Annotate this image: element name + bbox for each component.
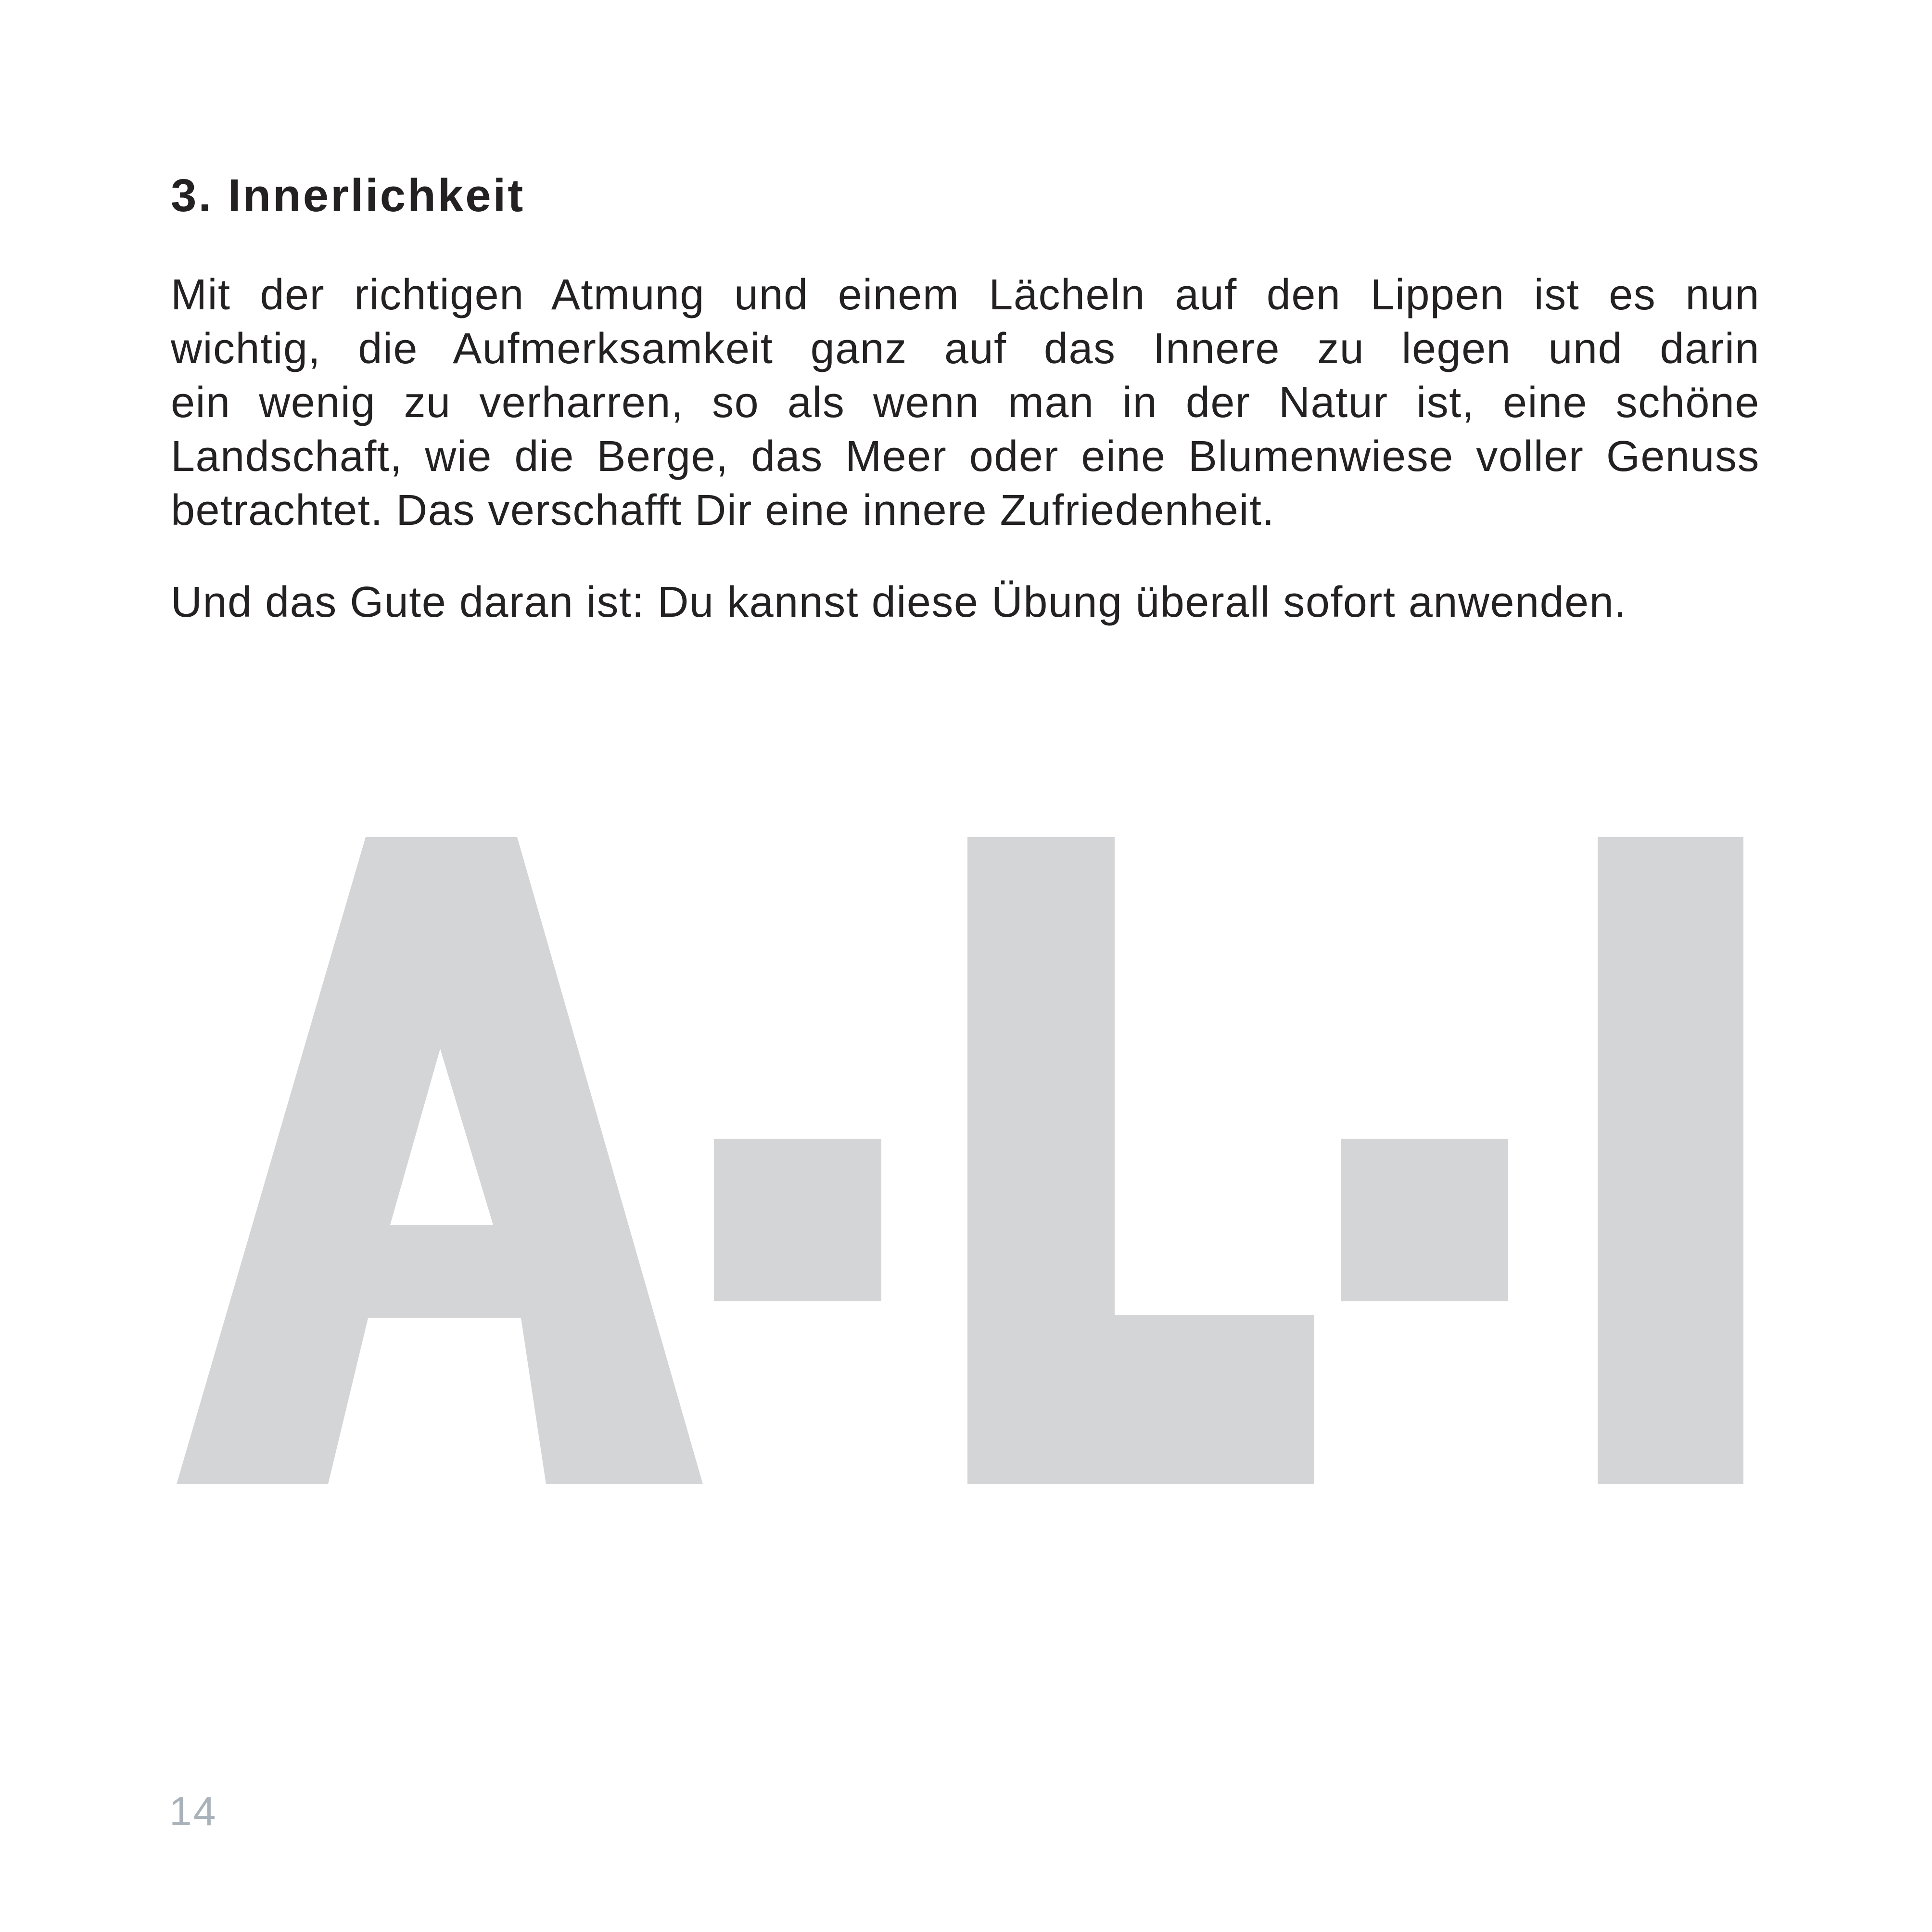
text-line: wichtig, die Aufmerksamkeit ganz auf das Innere zu legen und darin: [171, 325, 1760, 373]
watermark-letter-i: [1598, 837, 1743, 1484]
paragraph-2: Und das Gute daran ist: Du kannst diese Übung überall sofort anwenden.: [171, 578, 1627, 626]
watermark-letter-l: [967, 837, 1314, 1484]
watermark-letter-a: [177, 837, 703, 1484]
text-line: Mit der richtigen Atmung und einem Lächeln auf den Lippen ist es nun: [171, 271, 1760, 319]
text-line: ein wenig zu verharren, so als wenn man in der Natur ist, eine schöne: [171, 379, 1760, 427]
page-number: 14: [169, 1789, 217, 1834]
watermark-ali-logo: [164, 837, 1746, 1487]
text-line: betrachtet. Das verschafft Dir eine innere Zufriedenheit.: [171, 486, 1275, 534]
watermark-separator-square-2: [1341, 1139, 1508, 1301]
watermark-separator-square-1: [714, 1139, 881, 1301]
section-heading: 3. Innerlichkeit: [171, 170, 525, 221]
paragraph-1: [171, 268, 1760, 537]
text-line: Landschaft, wie die Berge, das Meer oder eine Blumenwiese voller Genuss: [171, 432, 1760, 481]
